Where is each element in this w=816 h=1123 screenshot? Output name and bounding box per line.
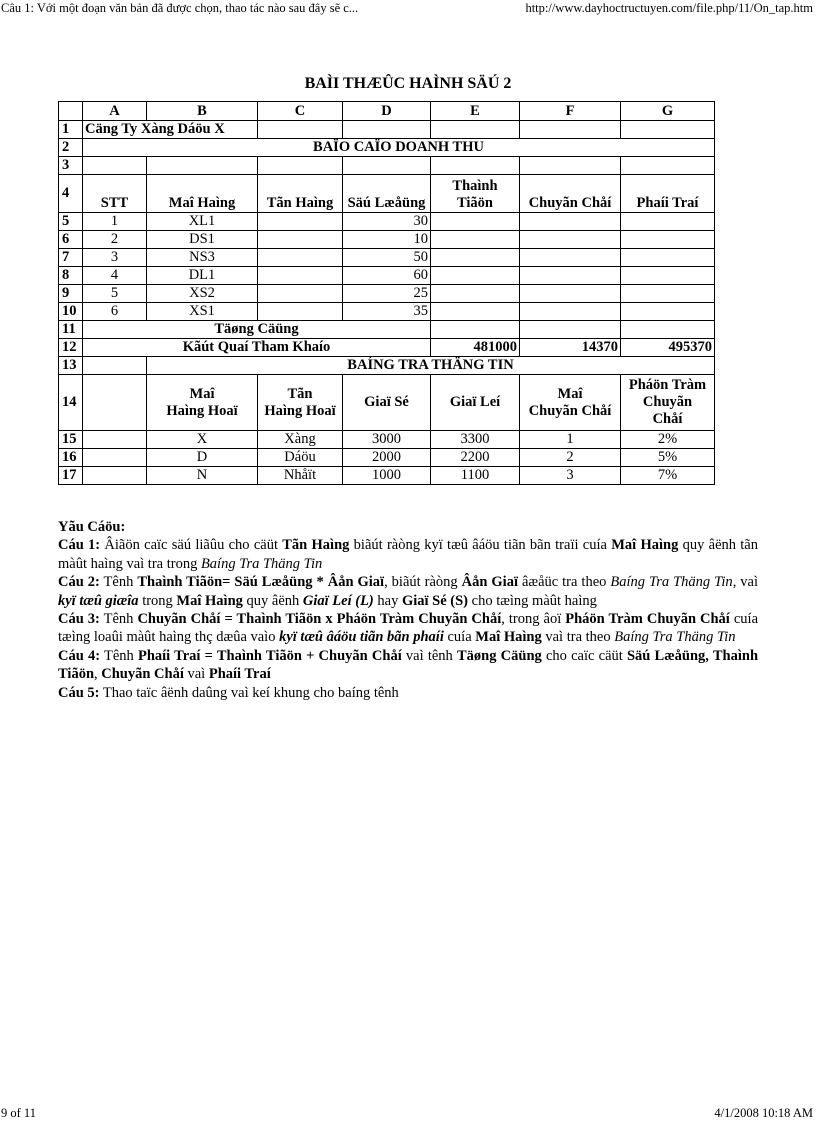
requirement-label: Cáu 2: — [58, 574, 100, 591]
table-row — [59, 321, 715, 339]
requirement-label: Cáu 5: — [58, 684, 100, 701]
lookup-ma-cc: 2 — [520, 449, 621, 467]
text-bold-italic: kyï tæû âáöu tiãn bãn phaíi — [279, 629, 444, 646]
lookup-header-ma-hang-hoa-line1: Maî — [189, 385, 215, 402]
column-header-row — [59, 102, 715, 121]
lookup-header-phan-tram — [621, 375, 715, 431]
row-number: 1 — [59, 121, 83, 139]
lookup-ma: N — [147, 467, 258, 485]
table-row — [59, 339, 715, 357]
cell — [83, 467, 147, 485]
requirement-label: Cáu 1: — [58, 537, 101, 554]
text: âæåüc tra theo — [517, 574, 611, 591]
lookup-row — [59, 431, 715, 449]
lookup-gia-le: 1100 — [431, 467, 520, 485]
row-number: 3 — [59, 157, 83, 175]
table-row — [59, 121, 715, 139]
cell-ma-hang: DS1 — [147, 231, 258, 249]
header-stt: STT — [83, 175, 147, 213]
text-italic: Baíng Tra Thäng Tin — [614, 629, 736, 646]
table-row — [59, 267, 715, 285]
cell-stt: 3 — [83, 249, 147, 267]
column-header-c: C — [258, 102, 343, 121]
lookup-phan-tram: 7% — [621, 467, 715, 485]
cell — [343, 157, 431, 175]
reference-thanh-tien: 481000 — [431, 339, 520, 357]
cell — [258, 121, 343, 139]
cell — [431, 213, 520, 231]
lookup-header-phan-tram-line1: Pháön Tràm — [628, 377, 707, 393]
cell — [621, 267, 715, 285]
cell — [520, 285, 621, 303]
lookup-ma-cc: 1 — [520, 431, 621, 449]
cell — [258, 303, 343, 321]
cell-so-luong: 10 — [343, 231, 431, 249]
requirement-4 — [58, 647, 758, 684]
text: Tênh — [99, 611, 138, 628]
text: cho caïc cäüt — [541, 647, 627, 664]
column-header-b: B — [147, 102, 258, 121]
browser-page-title: Câu 1: Với một đoạn văn bản đã được chọn, thao tác nào sau đây sẽ c... — [1, 1, 359, 15]
lookup-phan-tram: 2% — [621, 431, 715, 449]
cell — [431, 157, 520, 175]
text-bold: Maî Haìng — [611, 537, 679, 554]
cell-ma-hang: DL1 — [147, 267, 258, 285]
cell — [621, 157, 715, 175]
cell-ma-hang: XS1 — [147, 303, 258, 321]
lookup-phan-tram: 5% — [621, 449, 715, 467]
text: , biãút ràòng — [384, 574, 462, 591]
text: Tênh — [99, 574, 138, 591]
company-name: Cäng Ty Xàng Dáöu X — [83, 121, 258, 139]
column-header-f: F — [520, 102, 621, 121]
cell — [520, 249, 621, 267]
text-italic: Baíng Tra Thäng Tin — [610, 574, 733, 591]
lookup-header-phan-tram-line3: Chåí — [652, 411, 683, 427]
row-number: 2 — [59, 139, 83, 157]
row-number: 16 — [59, 449, 83, 467]
column-header-e: E — [431, 102, 520, 121]
text: quy âënh tãn màût haìng vaì tra trong — [58, 537, 758, 572]
text-bold: Chuyãn Chåí — [101, 666, 184, 683]
cell — [431, 231, 520, 249]
cell — [258, 285, 343, 303]
row-number: 13 — [59, 357, 83, 375]
cell — [520, 157, 621, 175]
header-ma-hang: Maî Haìng — [147, 175, 258, 213]
lookup-header-ma-chuyen-cho — [520, 375, 621, 431]
requirement-label: Cáu 4: — [58, 647, 101, 664]
row-number: 11 — [59, 321, 83, 339]
cell — [83, 157, 147, 175]
text-bold-italic: Giaï Leí (L) — [302, 592, 374, 609]
lookup-header-ma-hang-hoa-line2: Haìng Hoaï — [166, 402, 238, 419]
text-bold: Täøng Cäüng — [457, 647, 542, 664]
row-number: 8 — [59, 267, 83, 285]
text-bold: Phaíi Traí = Thaình Tiãön + Chuyãn Chåí — [137, 647, 402, 664]
header-thanh-tien-line2: Tiãön — [456, 195, 493, 211]
text-italic: Baíng Tra Thäng Tin — [200, 555, 323, 572]
text: vaì — [183, 666, 209, 683]
text-bold: Maî Haìng — [475, 629, 542, 646]
text: quy âënh — [242, 592, 303, 609]
lookup-ma-cc: 3 — [520, 467, 621, 485]
cell — [621, 321, 715, 339]
table-row — [59, 357, 715, 375]
text: cuía — [443, 629, 476, 646]
table-row — [59, 213, 715, 231]
cell — [83, 375, 147, 431]
lookup-header-ten-hang-hoa-line1: Tãn — [287, 385, 313, 402]
header-chuyen-cho: Chuyãn Chåí — [520, 175, 621, 213]
requirement-1 — [58, 536, 758, 573]
spreadsheet-table — [58, 101, 715, 485]
requirement-label: Cáu 3: — [58, 611, 100, 628]
text: vaì tênh — [401, 647, 457, 664]
lookup-header-gia-si: Giaï Sé — [343, 375, 431, 431]
lookup-ten: Nhåït — [258, 467, 343, 485]
text: , — [94, 666, 102, 683]
cell — [258, 231, 343, 249]
cell — [343, 121, 431, 139]
lookup-ma: X — [147, 431, 258, 449]
text-bold: Thaình Tiãön= Säú Læåüng * Âån Giaï — [137, 574, 385, 591]
corner-cell — [59, 102, 83, 121]
cell — [258, 213, 343, 231]
text-bold: Maî Haìng — [176, 592, 243, 609]
cell — [520, 303, 621, 321]
text: vaì tra theo — [541, 629, 615, 646]
text: cuía tæìng loaûi màût haìng thç dæûa vaìo — [58, 611, 759, 646]
cell-stt: 2 — [83, 231, 147, 249]
total-label: Täøng Cäüng — [83, 321, 431, 339]
cell — [431, 303, 520, 321]
cell — [147, 157, 258, 175]
cell-so-luong: 35 — [343, 303, 431, 321]
cell-stt: 4 — [83, 267, 147, 285]
cell — [621, 249, 715, 267]
cell — [83, 357, 147, 375]
lookup-gia-si: 1000 — [343, 467, 431, 485]
lookup-table-title: BAÍNG TRA THÄNG TIN — [147, 357, 715, 375]
cell-stt: 5 — [83, 285, 147, 303]
lookup-header-ten-hang-hoa-line2: Haìng Hoaï — [264, 402, 336, 419]
row-number: 4 — [59, 175, 83, 213]
text: Thao taïc âënh daûng vaì keí khung cho baíng tênh — [99, 684, 399, 701]
column-header-g: G — [621, 102, 715, 121]
row-number: 7 — [59, 249, 83, 267]
row-number: 9 — [59, 285, 83, 303]
column-header-a: A — [83, 102, 147, 121]
cell — [83, 449, 147, 467]
text: cho tæìng màût haìng — [468, 592, 597, 609]
requirement-2 — [58, 573, 758, 610]
text: Âiãön caïc säú liãûu cho cäüt — [100, 537, 283, 554]
print-datetime: 4/1/2008 10:18 AM — [714, 1106, 813, 1120]
cell — [431, 285, 520, 303]
lookup-gia-si: 2000 — [343, 449, 431, 467]
cell — [258, 157, 343, 175]
table-row — [59, 157, 715, 175]
cell — [258, 249, 343, 267]
lookup-gia-si: 3000 — [343, 431, 431, 449]
text-bold: Tãn Haìng — [282, 537, 350, 554]
requirements-section — [58, 518, 758, 702]
cell — [83, 431, 147, 449]
cell — [520, 213, 621, 231]
requirements-heading: Yãu Cáöu: — [58, 519, 126, 535]
lookup-gia-le: 3300 — [431, 431, 520, 449]
cell — [621, 121, 715, 139]
lookup-ma: D — [147, 449, 258, 467]
lookup-row — [59, 449, 715, 467]
header-phai-tra: Phaíi Traí — [621, 175, 715, 213]
page-counter: 9 of 11 — [1, 1106, 36, 1120]
lookup-header-ma-chuyen-cho-line1: Maî — [557, 385, 583, 402]
text-bold-italic: kyï tæû giæîa — [58, 592, 139, 609]
row-number: 10 — [59, 303, 83, 321]
text: Tênh — [100, 647, 138, 664]
table-row — [59, 139, 715, 157]
document-title: BAÌI THÆÛC HAÌNH SÄÚ 2 — [304, 75, 512, 92]
cell — [431, 249, 520, 267]
cell-so-luong: 30 — [343, 213, 431, 231]
requirement-3 — [58, 610, 758, 647]
column-header-d: D — [343, 102, 431, 121]
cell — [520, 321, 621, 339]
cell-so-luong: 25 — [343, 285, 431, 303]
text-bold: Säú Læåüng, Thaình Tiãön — [58, 647, 759, 683]
cell — [621, 285, 715, 303]
cell-ma-hang: XS2 — [147, 285, 258, 303]
lookup-header-row — [59, 375, 715, 431]
cell-stt: 1 — [83, 213, 147, 231]
cell — [621, 303, 715, 321]
text: trong — [138, 592, 177, 609]
cell — [431, 121, 520, 139]
text-bold: Pháön Tràm Chuyãn Chåí — [565, 611, 730, 628]
text-bold: Giaï Sé (S) — [401, 592, 469, 609]
row-number: 14 — [59, 375, 83, 431]
row-number: 6 — [59, 231, 83, 249]
cell — [621, 231, 715, 249]
text: hay — [373, 592, 402, 609]
lookup-row — [59, 467, 715, 485]
text: biãút ràòng kyï tæû âáöu tiãn bãn traïi cuía — [349, 537, 612, 554]
report-title: BAÏO CAÏO DOANH THU — [83, 139, 715, 157]
lookup-header-ma-chuyen-cho-line2: Chuyãn Chåí — [528, 402, 612, 419]
browser-page-url: http://www.dayhoctructuyen.com/file.php/11/On_tap.htm — [525, 1, 813, 15]
cell — [258, 267, 343, 285]
text-bold: Phaíi Traí — [208, 666, 271, 683]
cell — [520, 267, 621, 285]
lookup-gia-le: 2200 — [431, 449, 520, 467]
cell-so-luong: 60 — [343, 267, 431, 285]
text: , trong âoï — [501, 611, 566, 628]
reference-chuyen-cho: 14370 — [520, 339, 621, 357]
cell-stt: 6 — [83, 303, 147, 321]
cell — [431, 321, 520, 339]
cell-so-luong: 50 — [343, 249, 431, 267]
header-so-luong: Säú Læåüng — [343, 175, 431, 213]
reference-result-label: Kãút Quaí Tham Khaío — [83, 339, 431, 357]
header-thanh-tien — [431, 175, 520, 213]
text-bold: Chuyãn Chåí = Thaình Tiãön x Pháön Tràm Chuyãn Chåí — [137, 611, 502, 628]
header-thanh-tien-line1: Thaình — [452, 178, 498, 194]
cell-ma-hang: XL1 — [147, 213, 258, 231]
lookup-header-ma-hang-hoa — [147, 375, 258, 431]
text-bold: Âån Giaï — [461, 574, 518, 591]
table-row — [59, 285, 715, 303]
table-header-row — [59, 175, 715, 213]
cell — [520, 231, 621, 249]
lookup-ten: Dáöu — [258, 449, 343, 467]
cell — [621, 213, 715, 231]
lookup-header-ten-hang-hoa — [258, 375, 343, 431]
table-row — [59, 249, 715, 267]
cell-ma-hang: NS3 — [147, 249, 258, 267]
requirement-5 — [58, 684, 758, 702]
lookup-header-phan-tram-line2: Chuyãn — [642, 394, 693, 410]
row-number: 15 — [59, 431, 83, 449]
cell — [431, 267, 520, 285]
header-ten-hang: Tãn Haìng — [258, 175, 343, 213]
lookup-ten: Xàng — [258, 431, 343, 449]
row-number: 5 — [59, 213, 83, 231]
lookup-header-gia-le: Giaï Leí — [431, 375, 520, 431]
table-row — [59, 303, 715, 321]
row-number: 17 — [59, 467, 83, 485]
row-number: 12 — [59, 339, 83, 357]
cell — [520, 121, 621, 139]
text: , vaì — [732, 574, 758, 591]
table-row — [59, 231, 715, 249]
reference-phai-tra: 495370 — [621, 339, 715, 357]
